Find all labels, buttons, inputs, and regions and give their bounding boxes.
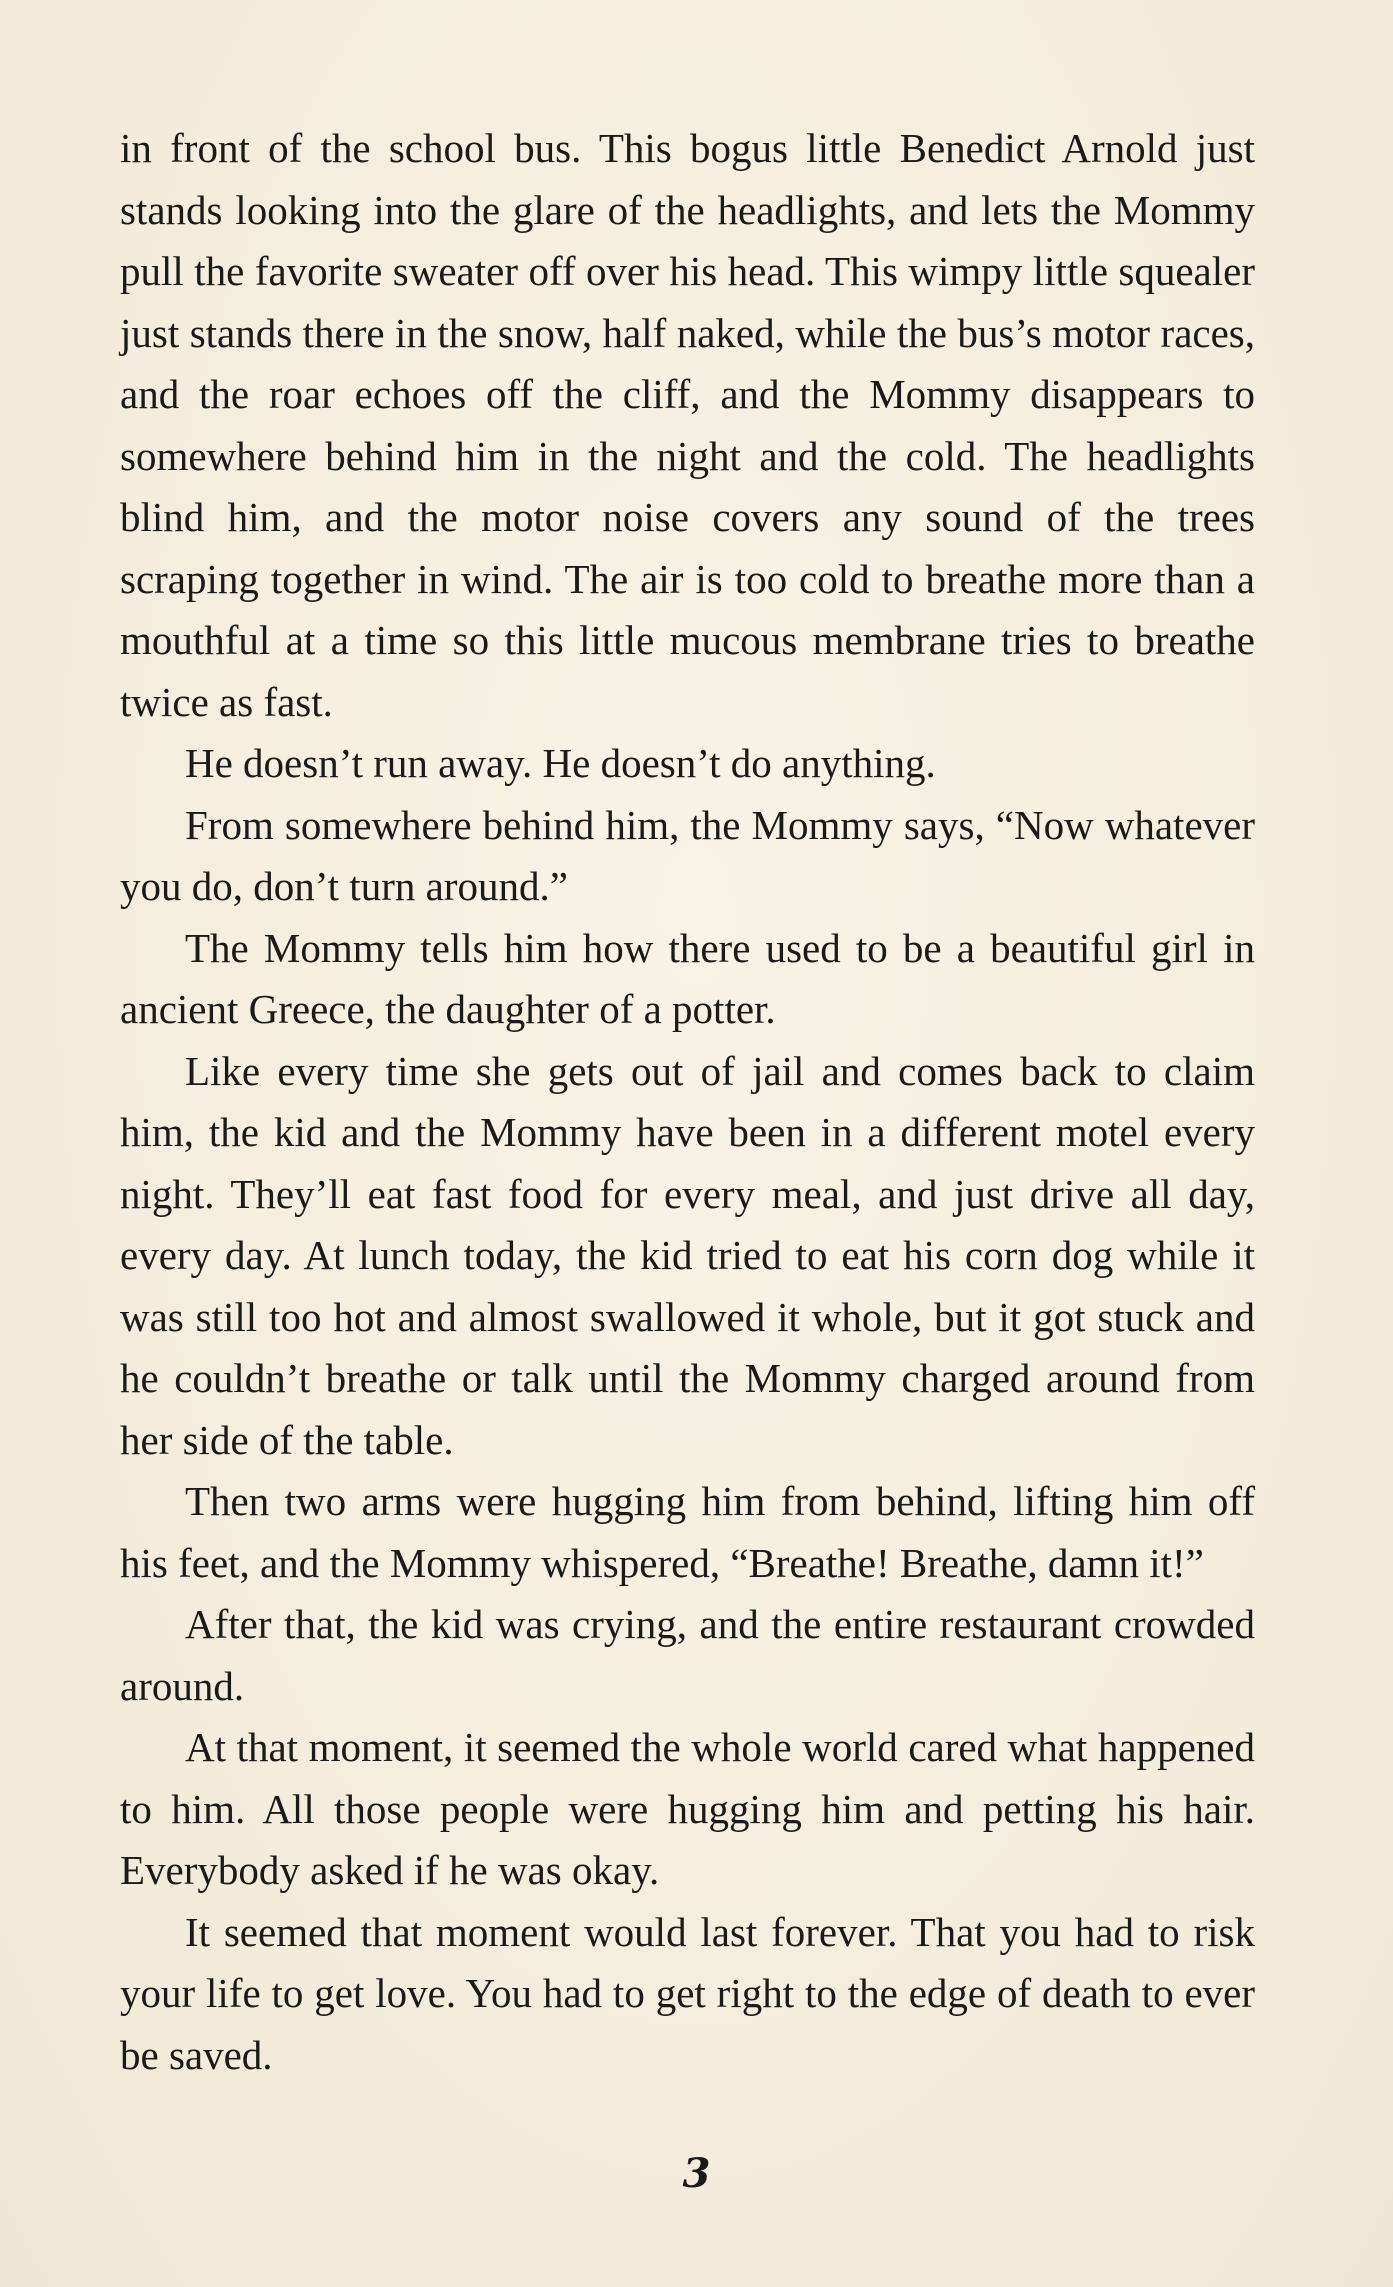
paragraph-6: Then two arms were hugging him from behind, lifting him off his feet, and the Mommy whispered, “Breathe! Breathe, damn it!”: [120, 1478, 1255, 1586]
paragraph-8: At that moment, it seemed the whole world cared what happened to him. All those people were hugging him and petting his hair. Everybody asked if he was okay.: [120, 1724, 1255, 1893]
paragraph-4: The Mommy tells him how there used to be a beautiful girl in ancient Greece, the daughter of a potter.: [120, 924, 1255, 1032]
paragraph-9: It seemed that moment would last forever. That you had to risk your life to get love. You had to get right to the edge of death to ever be saved.: [120, 1908, 1255, 2078]
page-number: 3: [682, 2150, 711, 2197]
paragraph-2: He doesn’t run away. He doesn’t do anything.: [185, 740, 936, 786]
paragraph-5: Like every time she gets out of jail and comes back to claim him, the kid and the Mommy have been in a different motel every night. They’ll eat fast food for every meal, and just drive all day, every day. At lunch today, the kid tried to eat his corn dog while it was still too hot and almost swallowed it whole, but it got stuck and he couldn’t breathe or talk until the Mommy charged around from her side of the table.: [120, 1047, 1255, 1463]
body-text: [120, 118, 1255, 2086]
paragraph-3: From somewhere behind him, the Mommy says, “Now whatever you do, don’t turn around.”: [120, 801, 1255, 909]
paragraph-1: in front of the school bus. This bogus little Benedict Arnold just stands looking into the glare of the headlights, and lets the Mommy pull the favorite sweater off over his head. This wimpy little squealer just stands there in the snow, half naked, while the bus’s motor races, and the roar echoes off the cliff, and the Mommy disappears to somewhere behind him in the night and the cold. The headlights blind him, and the motor noise covers any sound of the trees scraping together in wind. The air is too cold to breathe more than a mouthful at a time so this little mucous membrane tries to breathe twice as fast.: [120, 125, 1255, 725]
paragraph-7: After that, the kid was crying, and the entire restaurant crowded around.: [120, 1601, 1255, 1709]
